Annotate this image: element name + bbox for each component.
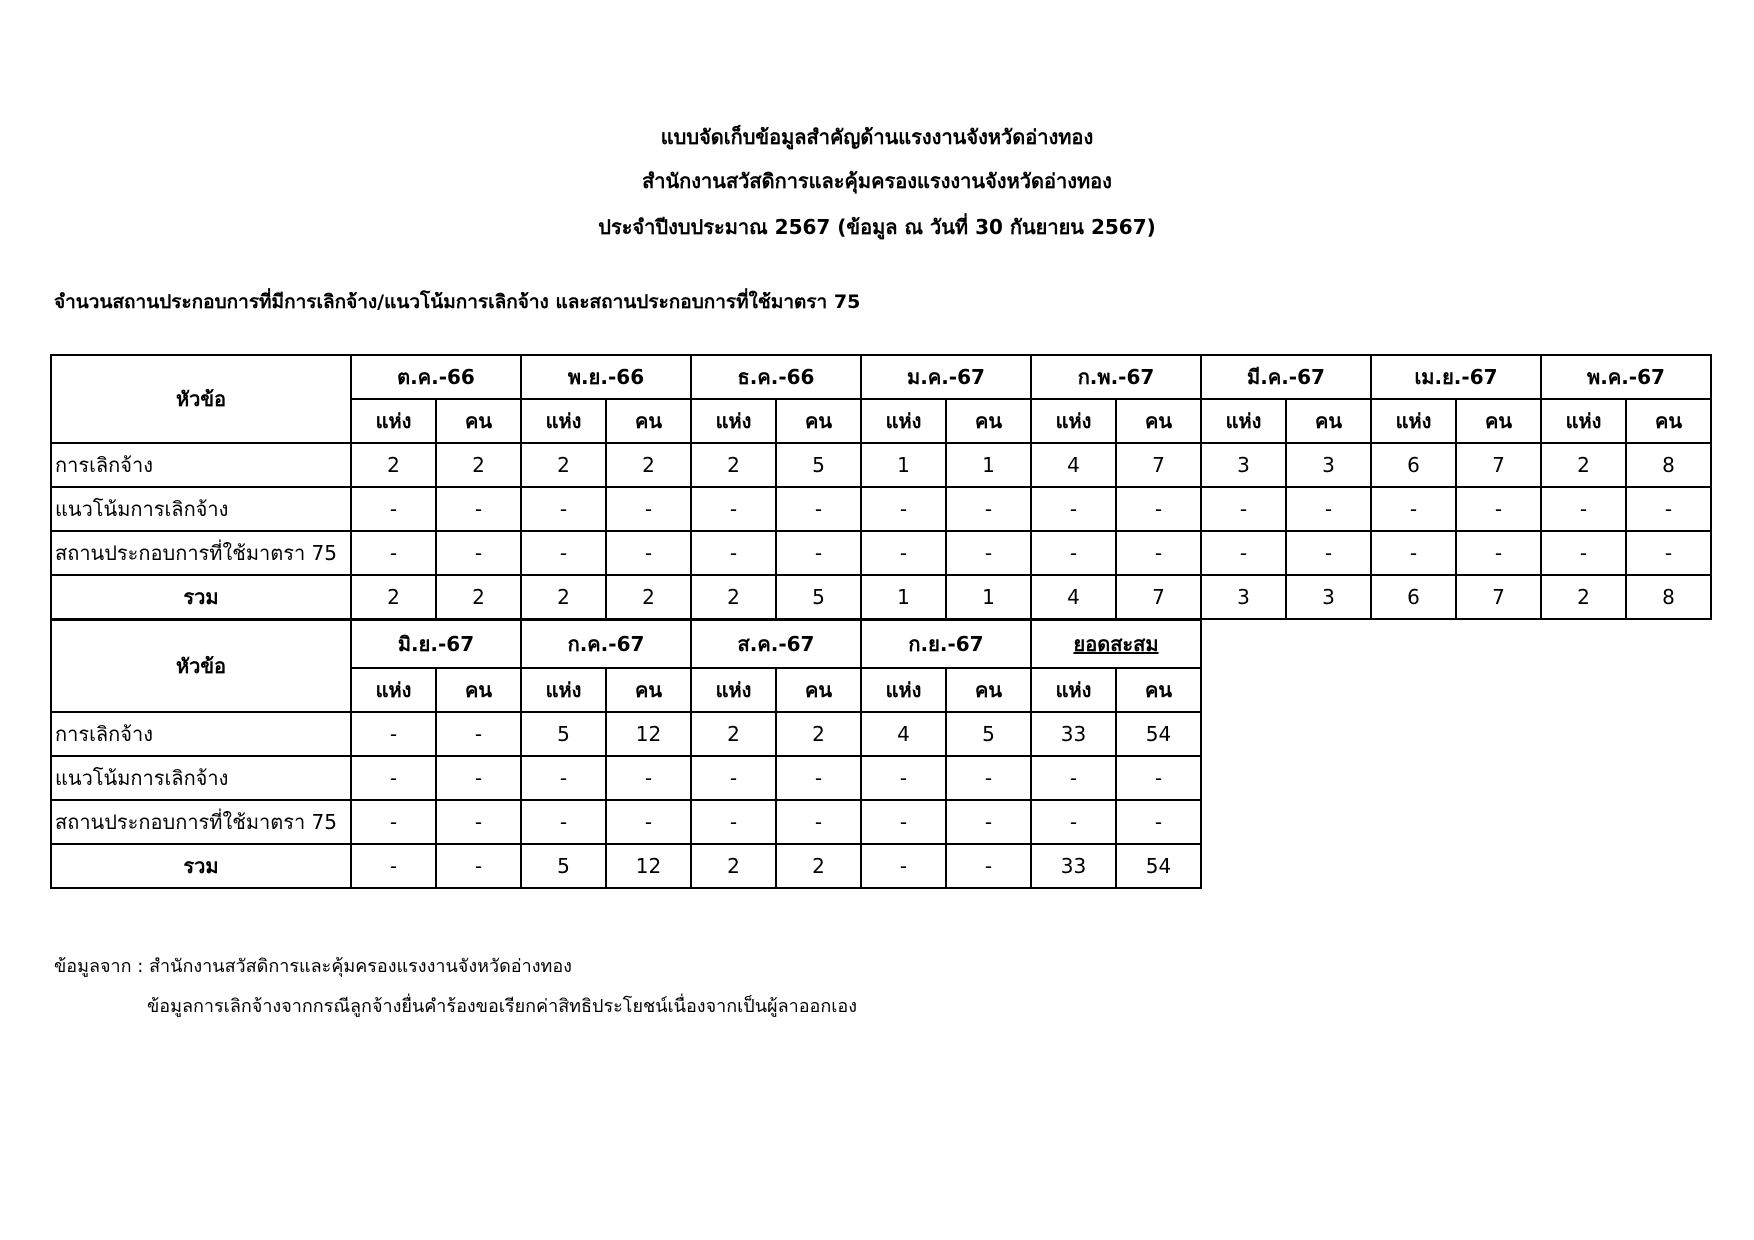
value-cell: 12 [606,712,691,756]
value-cell: - [861,756,946,800]
value-cell: 2 [776,712,861,756]
value-cell: - [351,844,436,888]
value-cell: - [1286,531,1371,575]
month-header: เม.ย.-67 [1371,355,1541,399]
unit-header: แห่ง [521,399,606,443]
value-cell: - [776,800,861,844]
value-cell: - [861,531,946,575]
document-title: แบบจัดเก็บข้อมูลสำคัญด้านแรงงานจังหวัดอ่างทอง [660,125,1094,149]
unit-header: คน [776,399,861,443]
value-cell: 3 [1201,443,1286,487]
value-cell: 1 [946,443,1031,487]
value-cell: - [521,756,606,800]
value-cell: 4 [1031,443,1116,487]
value-cell: - [1286,487,1371,531]
value-cell: - [776,531,861,575]
table-subtitle: จำนวนสถานประกอบการที่มีการเลิกจ้าง/แนวโน้มการเลิกจ้าง และสถานประกอบการที่ใช้มาตรา 75 [54,291,861,313]
value-cell: - [1116,487,1201,531]
value-cell: 1 [861,443,946,487]
value-cell: - [1626,487,1711,531]
value-cell: - [436,531,521,575]
row-label: การเลิกจ้าง [51,712,351,756]
table-row [51,712,1201,756]
value-cell: 1 [861,575,946,619]
unit-header: คน [1116,668,1201,712]
month-header: มิ.ย.-67 [351,620,521,668]
data-source-note: ข้อมูลจาก : สำนักงานสวัสดิการและคุ้มครองแรงงานจังหวัดอ่างทอง [54,956,572,977]
month-header-row [51,355,1711,399]
value-cell: - [1541,531,1626,575]
unit-header: คน [606,668,691,712]
value-cell: - [1371,487,1456,531]
month-header: มี.ค.-67 [1201,355,1371,399]
value-cell: 54 [1116,712,1201,756]
month-header: ธ.ค.-66 [691,355,861,399]
row-label: แนวโน้มการเลิกจ้าง [51,487,351,531]
unit-header: แห่ง [861,399,946,443]
row-label: สถานประกอบการที่ใช้มาตรา 75 [51,531,351,575]
unit-header: คน [436,668,521,712]
value-cell: 5 [776,575,861,619]
unit-header: คน [1626,399,1711,443]
table-row [51,800,1201,844]
value-cell: - [691,487,776,531]
value-cell: - [521,531,606,575]
value-cell: - [606,800,691,844]
unit-header: แห่ง [351,668,436,712]
value-cell: - [351,800,436,844]
value-cell: - [436,800,521,844]
unit-header: แห่ง [1031,668,1116,712]
value-cell: - [776,487,861,531]
value-cell: - [1116,800,1201,844]
total-label: รวม [51,844,351,888]
value-cell: 6 [1371,443,1456,487]
table-row [51,756,1201,800]
table-row [51,575,1711,619]
value-cell: - [1201,487,1286,531]
month-header: ก.ค.-67 [521,620,691,668]
month-header: พ.ค.-67 [1541,355,1711,399]
value-cell: 4 [1031,575,1116,619]
value-cell: - [1456,487,1541,531]
value-cell: 2 [521,443,606,487]
value-cell: 2 [521,575,606,619]
table-row [51,443,1711,487]
value-cell: 3 [1286,575,1371,619]
unit-header: แห่ง [351,399,436,443]
value-cell: 1 [946,575,1031,619]
value-cell: - [691,756,776,800]
value-cell: - [1371,531,1456,575]
fiscal-year-line: ประจำปีงบประมาณ 2567 (ข้อมูล ณ วันที่ 30 กันยายน 2567) [598,215,1156,239]
value-cell: 2 [436,443,521,487]
value-cell: - [436,756,521,800]
table-row [51,844,1201,888]
value-cell: 2 [1541,575,1626,619]
unit-header: แห่ง [1541,399,1626,443]
month-header: ก.ย.-67 [861,620,1031,668]
month-header: ม.ค.-67 [861,355,1031,399]
value-cell: - [436,487,521,531]
value-cell: 3 [1201,575,1286,619]
unit-header: คน [1116,399,1201,443]
unit-header: คน [946,668,1031,712]
value-cell: - [351,756,436,800]
value-cell: 7 [1456,575,1541,619]
value-cell: 5 [521,844,606,888]
unit-header: คน [946,399,1031,443]
value-cell: - [606,531,691,575]
unit-header: แห่ง [1031,399,1116,443]
month-header: ก.พ.-67 [1031,355,1201,399]
value-cell: - [1626,531,1711,575]
value-cell: - [1116,531,1201,575]
value-cell: 2 [606,443,691,487]
unit-header: แห่ง [691,399,776,443]
unit-header: คน [1456,399,1541,443]
unit-header: คน [776,668,861,712]
value-cell: - [691,531,776,575]
value-cell: 5 [946,712,1031,756]
value-cell: 12 [606,844,691,888]
table-oct-may [50,354,1712,620]
value-cell: - [1456,531,1541,575]
value-cell: - [946,756,1031,800]
unit-header: คน [436,399,521,443]
topic-header: หัวข้อ [51,620,351,712]
value-cell: - [606,756,691,800]
value-cell: 3 [1286,443,1371,487]
value-cell: 5 [776,443,861,487]
table-jun-sep [50,619,1202,889]
value-cell: 4 [861,712,946,756]
unit-header: แห่ง [521,668,606,712]
value-cell: - [946,531,1031,575]
value-cell: 2 [691,712,776,756]
value-cell: 7 [1116,443,1201,487]
value-cell: - [776,756,861,800]
month-header-row [51,620,1201,668]
unit-header: แห่ง [1371,399,1456,443]
value-cell: - [1116,756,1201,800]
value-cell: - [946,844,1031,888]
total-label: รวม [51,575,351,619]
value-cell: - [946,800,1031,844]
month-header: ต.ค.-66 [351,355,521,399]
value-cell: - [351,531,436,575]
unit-header: แห่ง [861,668,946,712]
value-cell: - [351,712,436,756]
value-cell: - [1031,800,1116,844]
value-cell: - [521,800,606,844]
value-cell: - [861,487,946,531]
row-label: แนวโน้มการเลิกจ้าง [51,756,351,800]
value-cell: 2 [691,844,776,888]
value-cell: 2 [776,844,861,888]
unit-header: คน [606,399,691,443]
value-cell: 8 [1626,443,1711,487]
table-row [51,531,1711,575]
data-detail-note: ข้อมูลการเลิกจ้างจากกรณีลูกจ้างยื่นคำร้องขอเรียกค่าสิทธิประโยชน์เนื่องจากเป็นผู้ลาออกเอง [147,996,857,1017]
value-cell: 7 [1116,575,1201,619]
value-cell: - [861,844,946,888]
value-cell: - [436,712,521,756]
value-cell: - [1541,487,1626,531]
value-cell: - [1201,531,1286,575]
office-name: สำนักงานสวัสดิการและคุ้มครองแรงงานจังหวัดอ่างทอง [642,169,1112,193]
value-cell: - [436,844,521,888]
month-header: พ.ย.-66 [521,355,691,399]
value-cell: - [1031,756,1116,800]
unit-header: แห่ง [1201,399,1286,443]
value-cell: 54 [1116,844,1201,888]
value-cell: 2 [606,575,691,619]
value-cell: 2 [351,575,436,619]
value-cell: - [606,487,691,531]
value-cell: - [1031,531,1116,575]
table-row [51,487,1711,531]
value-cell: 8 [1626,575,1711,619]
unit-header: แห่ง [691,668,776,712]
value-cell: - [521,487,606,531]
value-cell: 7 [1456,443,1541,487]
value-cell: - [861,800,946,844]
value-cell: 2 [691,575,776,619]
unit-header: คน [1286,399,1371,443]
row-label: สถานประกอบการที่ใช้มาตรา 75 [51,800,351,844]
topic-header: หัวข้อ [51,355,351,443]
cumulative-header: ยอดสะสม [1031,620,1201,668]
value-cell: 33 [1031,844,1116,888]
value-cell: 2 [351,443,436,487]
value-cell: 5 [521,712,606,756]
row-label: การเลิกจ้าง [51,443,351,487]
value-cell: 6 [1371,575,1456,619]
value-cell: - [1031,487,1116,531]
value-cell: - [351,487,436,531]
value-cell: 33 [1031,712,1116,756]
value-cell: - [946,487,1031,531]
value-cell: - [691,800,776,844]
month-header: ส.ค.-67 [691,620,861,668]
value-cell: 2 [691,443,776,487]
value-cell: 2 [1541,443,1626,487]
value-cell: 2 [436,575,521,619]
